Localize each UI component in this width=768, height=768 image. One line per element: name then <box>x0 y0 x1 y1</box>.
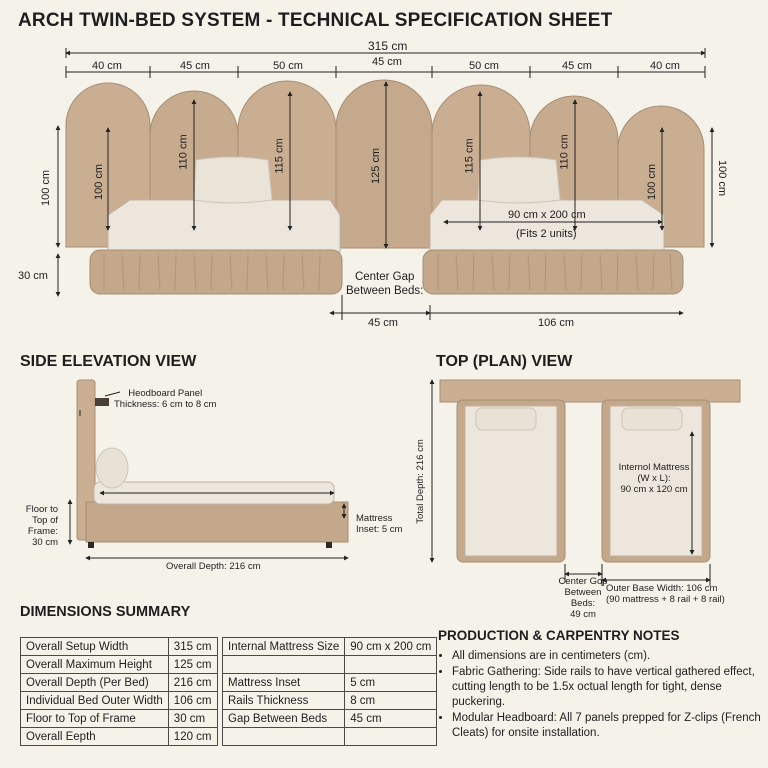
table-cell: Floor to Top of Frame <box>21 710 169 728</box>
mattress-note-label: (Fits 2 units) <box>516 228 577 240</box>
table-cell: Rails Thickness <box>223 692 345 710</box>
mattress-size-label: 90 cm x 200 cm <box>508 209 586 221</box>
outer-base-width-label: Outer Base Width: 106 cm (90 mattress + 8 rail + 8 rail) <box>606 583 725 605</box>
center-gap-plan-label: Center Gop Between Beds: 49 cm <box>558 576 608 620</box>
mattress-inset-note: Mattress Inset: 5 cm <box>356 513 403 535</box>
headboard-panel-4 <box>336 80 432 248</box>
table-row <box>21 692 218 710</box>
table-cell: 125 cm <box>168 656 217 674</box>
table-row <box>223 638 437 656</box>
table-cell: 315 cm <box>168 638 217 656</box>
panel-width-label: 40 cm <box>92 60 122 72</box>
panel-height-label: 125 cm <box>370 147 383 185</box>
table-cell <box>345 728 437 746</box>
panel-height-label: 110 cm <box>177 134 190 170</box>
floor-to-frame-note: Floor to Top of Frame: 30 cm <box>25 504 58 548</box>
notes-heading: PRODUCTION & CARPENTRY NOTES <box>438 628 680 643</box>
table-cell <box>223 728 345 746</box>
table-row <box>223 728 437 746</box>
total-depth-label: Total Depth: 216 cm <box>414 439 426 524</box>
table-cell: Overall Depth (Per Bed) <box>21 674 169 692</box>
table-row <box>21 674 218 692</box>
page-title: ARCH TWIN-BED SYSTEM - TECHNICAL SPECIFICATION SHEET <box>18 10 613 31</box>
table-row <box>223 710 437 728</box>
summary-table-right <box>222 637 437 746</box>
center-gap-label: Center Gap Between Beds: <box>346 271 424 297</box>
panel-width-label: 50 cm <box>273 60 303 72</box>
table-cell: 216 cm <box>168 674 217 692</box>
panel-width-label: 45 cm <box>372 56 402 68</box>
panel-height-label: 115 cm <box>273 138 286 174</box>
panel-height-label: 100 cm <box>646 163 659 201</box>
table-cell: Overall Setup Width <box>21 638 169 656</box>
table-cell: Internal Mattress Size <box>223 638 345 656</box>
base-height-label: 30 cm <box>18 270 48 282</box>
summary-heading: DIMENSIONS SUMMARY <box>20 604 191 620</box>
panel-height-label: 110 cm <box>558 134 571 170</box>
table-cell <box>223 656 345 674</box>
table-row <box>21 710 218 728</box>
list-item: • Modular Headboard: All 7 panels prepped for Z-clips (French Cleats) for onsite installation. <box>452 711 764 741</box>
table-cell: Overall Eepth <box>21 728 169 746</box>
outer-height-right-label: 100 cm <box>716 159 729 197</box>
list-item: • All dimensions are in centimeters (cm). <box>452 649 764 664</box>
panel-height-label: 115 cm <box>463 138 476 174</box>
table-cell: 90 cm x 200 cm <box>345 638 437 656</box>
table-cell: 5 cm <box>345 674 437 692</box>
table-row <box>223 692 437 710</box>
gap-width-label: 45 cm <box>368 317 398 329</box>
summary-table-left <box>20 637 218 746</box>
table-row <box>21 728 218 746</box>
internal-mattress-label: Internol Mattress (W x L): 90 cm x 120 cm <box>618 462 690 495</box>
table-cell: 106 cm <box>168 692 217 710</box>
table-row <box>223 656 437 674</box>
panel-width-label: 45 cm <box>562 60 592 72</box>
side-view-heading: SIDE ELEVATION VIEW <box>20 353 197 370</box>
panel-height-label: 100 cm <box>93 163 106 201</box>
bed-width-label: 106 cm <box>538 317 575 329</box>
table-row <box>223 674 437 692</box>
table-row <box>21 638 218 656</box>
outer-height-left-label: 100 cm <box>40 169 53 207</box>
table-cell <box>345 656 437 674</box>
top-view-heading: TOP (PLAN) VIEW <box>436 353 573 370</box>
table-cell: Mattress Inset <box>223 674 345 692</box>
panel-width-label: 45 cm <box>180 60 210 72</box>
table-cell: Overall Maximum Height <box>21 656 169 674</box>
table-cell: 120 cm <box>168 728 217 746</box>
notes-list <box>438 649 764 742</box>
total-width-label: 315 cm <box>368 39 408 53</box>
table-cell: 30 cm <box>168 710 217 728</box>
table-cell: Gap Between Beds <box>223 710 345 728</box>
panel-thickness-note: Heodboard Panel Thickness: 6 cm to 8 cm <box>114 388 217 410</box>
table-cell: 8 cm <box>345 692 437 710</box>
panel-width-label: 40 cm <box>650 60 680 72</box>
table-cell: Individual Bed Outer Width <box>21 692 169 710</box>
table-cell: 45 cm <box>345 710 437 728</box>
overall-depth-note: Overall Depth: 216 cm <box>166 561 261 572</box>
panel-width-label: 50 cm <box>469 60 499 72</box>
table-row <box>21 656 218 674</box>
list-item: • Fabric Gathering: Side rails to have vertical gathered effect, cutting length to be 1.5x octual length for tight, dense puckering. <box>452 665 764 710</box>
